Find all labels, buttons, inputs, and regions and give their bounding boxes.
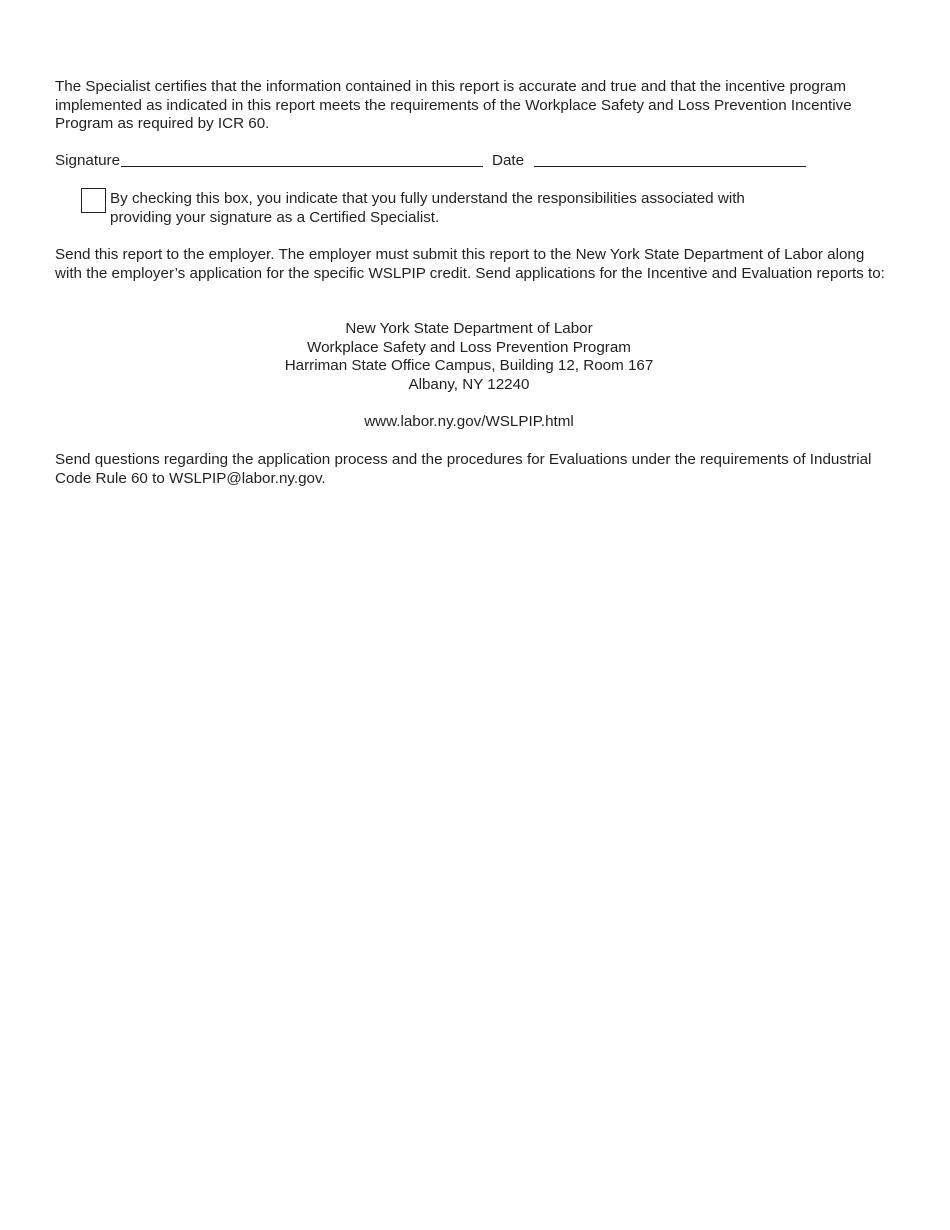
acknowledgement-text: By checking this box, you indicate that you fully understand the responsibilities associated with providing your signature as a Certified Specialist. [110, 190, 745, 226]
signature-field[interactable] [121, 166, 483, 167]
date-field[interactable] [534, 166, 806, 167]
certification-statement: The Specialist certifies that the information contained in this report is accurate and true and that the incentive program implemented as indicated in this report meets the requirements of the Workplace Safety and Loss Prevention Incentive Program as required by ICR 60. [55, 78, 852, 133]
address-line-2: Workplace Safety and Loss Prevention Program [307, 338, 631, 356]
address-line-4: Albany, NY 12240 [408, 375, 530, 393]
signature-label: Signature [55, 152, 121, 169]
submission-instructions: Send this report to the employer. The employer must submit this report to the New York State Department of Labor along with the employer’s application for the specific WSLPIP credit. Send applications for the Incentive and Evaluation reports to: [55, 246, 885, 282]
address-line-3: Harriman State Office Campus, Building 12, Room 167 [284, 357, 654, 375]
mailing-address [0, 320, 938, 394]
acknowledgement-checkbox[interactable] [81, 188, 106, 213]
website-link[interactable]: www.labor.ny.gov/WSLPIP.html [364, 413, 574, 430]
address-line-1: New York State Department of Labor [345, 320, 593, 337]
questions-contact: Send questions regarding the application process and the procedures for Evaluations under the requirements of Industrial Code Rule 60 to WSLPIP@labor.ny.gov. [55, 451, 872, 487]
date-label: Date [492, 152, 525, 169]
signature-row [55, 152, 815, 172]
